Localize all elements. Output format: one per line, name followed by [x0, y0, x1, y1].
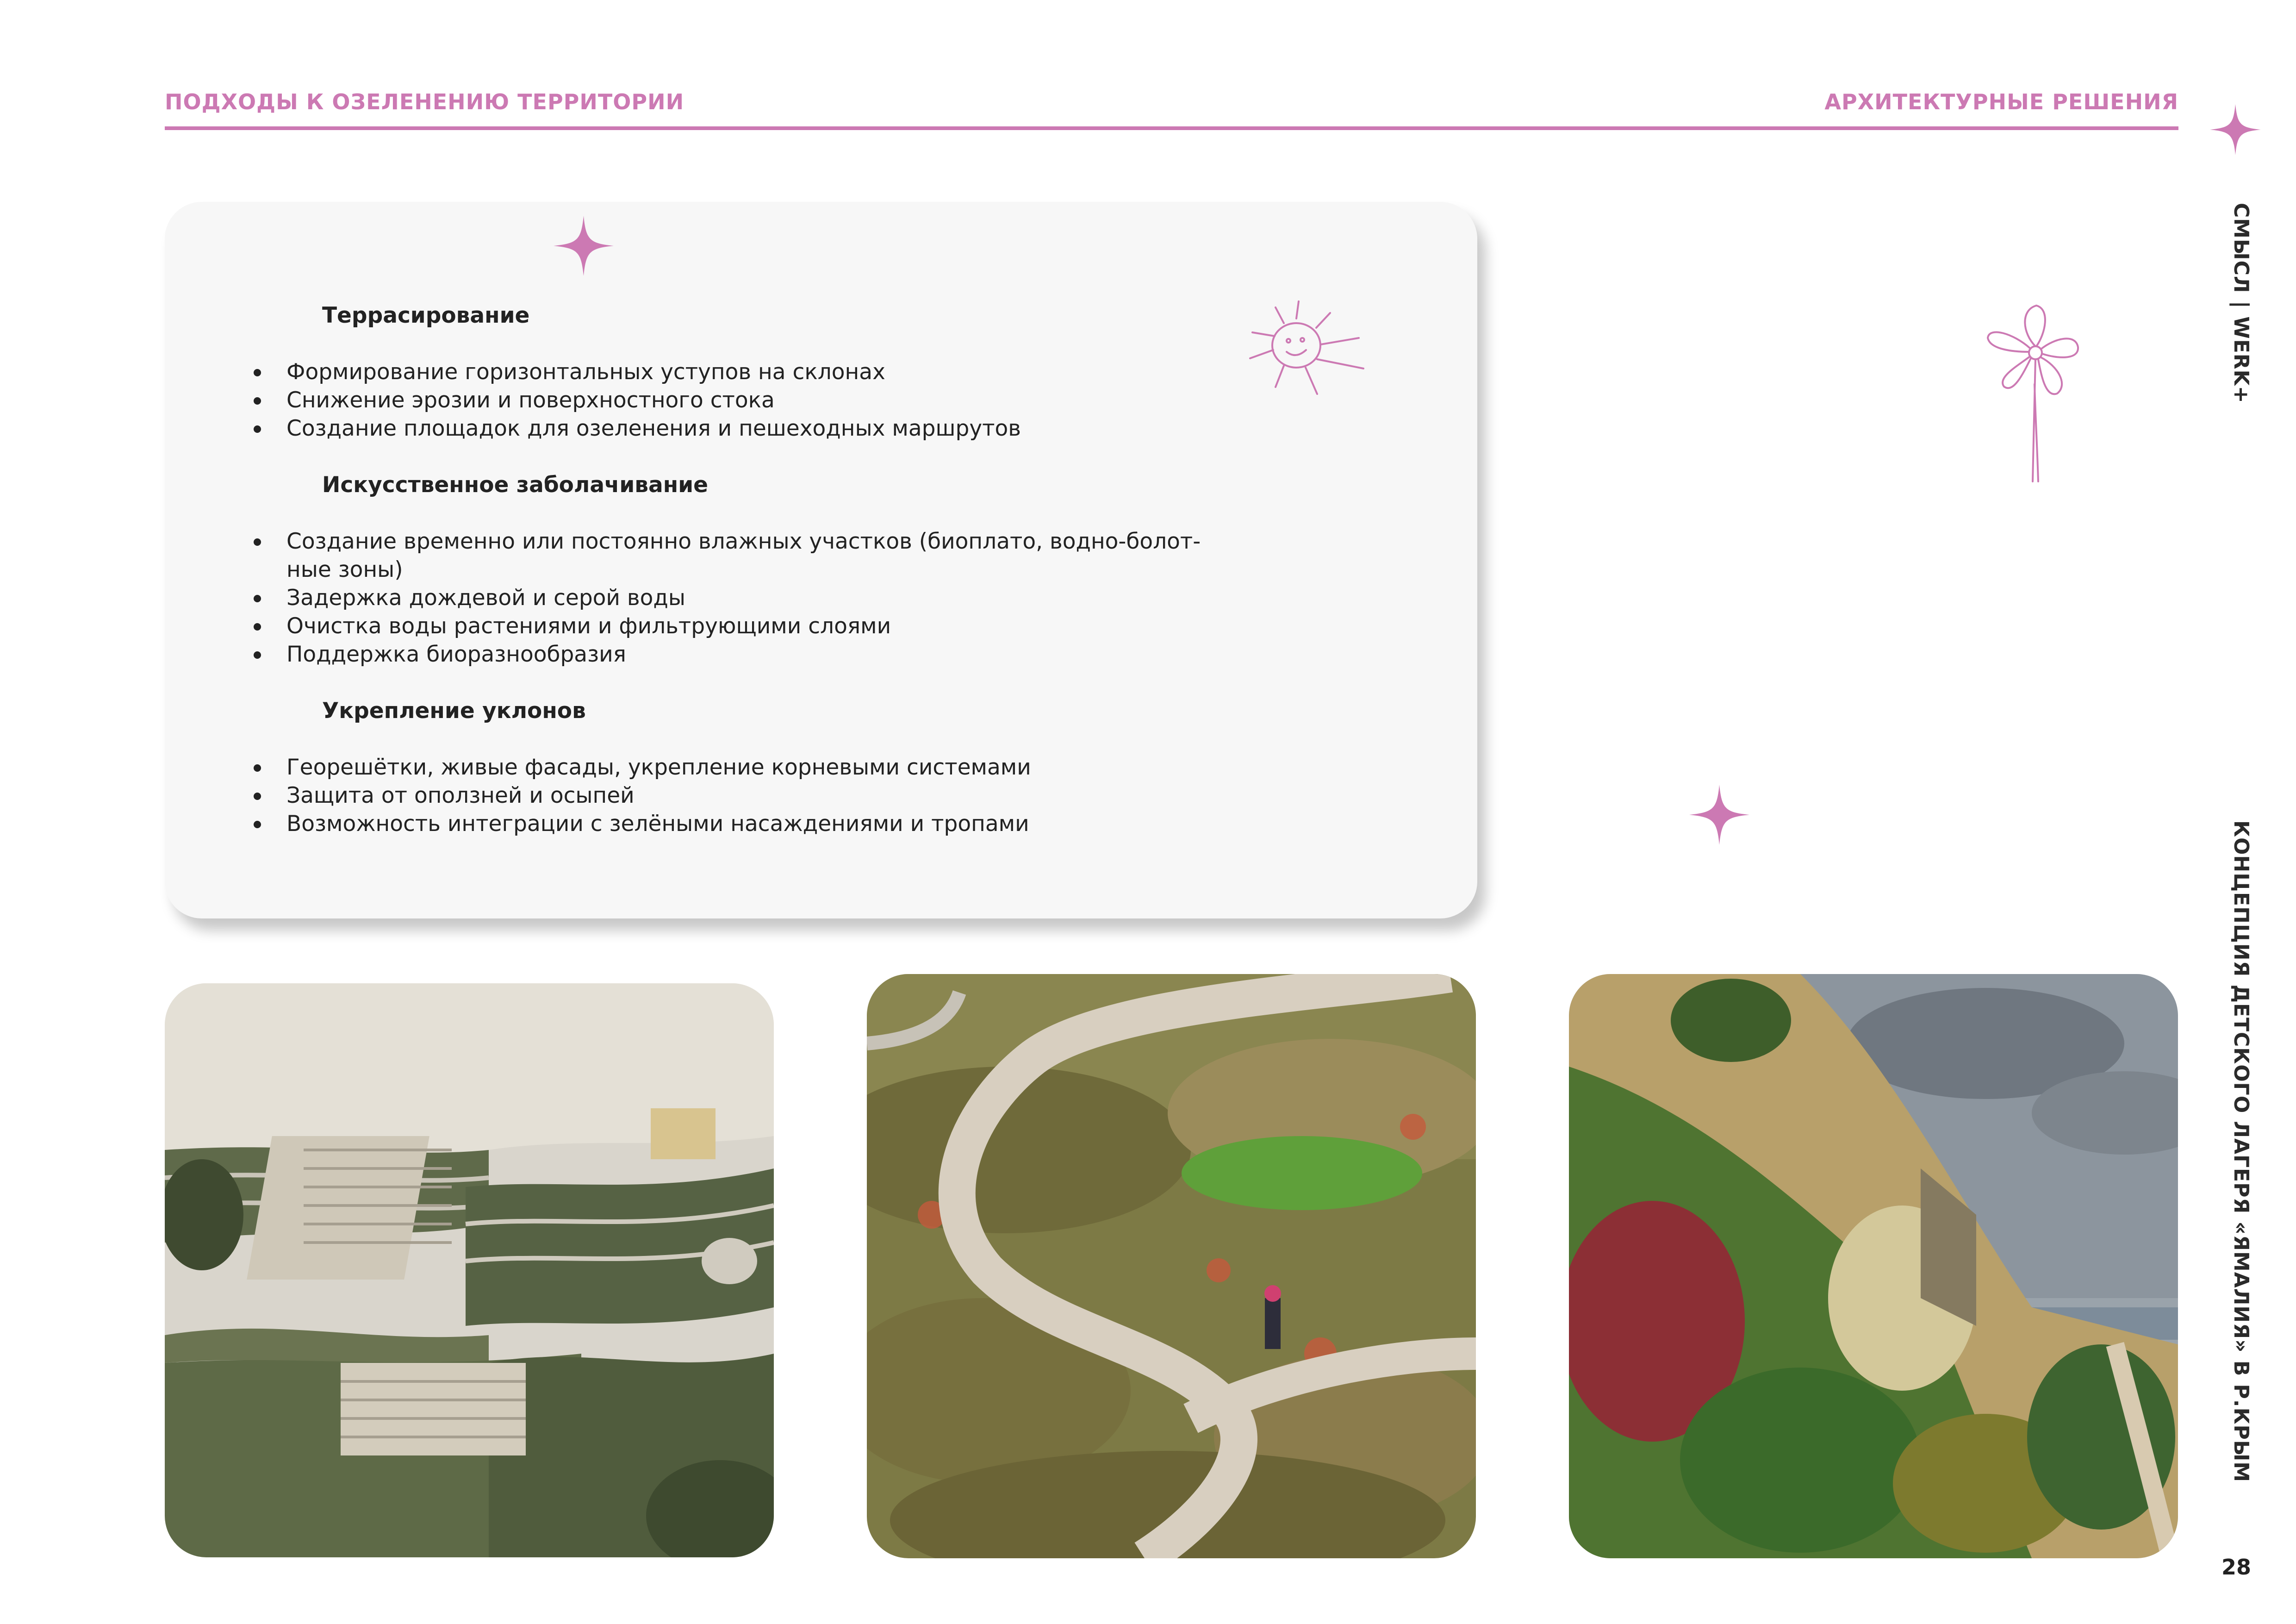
section-title: Террасирование — [322, 303, 530, 328]
section-title: Укрепление уклонов — [322, 698, 586, 724]
terrace-aerial-photo — [165, 983, 774, 1557]
list-item: Создание площадок для озеленения и пешеходных маршрутов — [251, 414, 1362, 443]
section-wetlands — [251, 471, 1362, 668]
header-left-title: ПОДХОДЫ К ОЗЕЛЕНЕНИЮ ТЕРРИТОРИИ — [165, 89, 684, 114]
sparkle-star-icon — [2210, 104, 2261, 155]
list-item: Снижение эрозии и поверхностного стока — [251, 386, 1362, 414]
list-item — [251, 527, 1362, 584]
bullet-list — [251, 753, 1362, 838]
sparkle-star-icon — [554, 216, 614, 276]
section-slopes — [251, 697, 1362, 838]
planted-slope-photo — [1569, 974, 2178, 1558]
list-item: Формирование горизонтальных уступов на склонах — [251, 358, 1362, 386]
page-number: 28 — [2221, 1555, 2252, 1580]
text-card — [165, 202, 1477, 918]
side-label-top: СМЫСЛ | WERK+ — [2229, 203, 2253, 404]
list-item-text: Создание временно или постоянно влажных участков (биоплато, водно-болот-ные зоны) — [286, 529, 1201, 582]
list-item: Защита от оползней и осыпей — [251, 781, 1362, 810]
header-right-title: АРХИТЕКТУРНЫЕ РЕШЕНИЯ — [1824, 89, 2178, 114]
bullet-list — [251, 358, 1362, 443]
section-title: Искусственное заболачивание — [322, 472, 708, 498]
flower-doodle-icon — [1976, 301, 2097, 486]
list-item: Георешётки, живые фасады, укрепление корневыми системами — [251, 753, 1362, 781]
sparkle-star-icon — [1689, 785, 1749, 845]
list-item: Возможность интеграции с зелёными насаждениями и тропами — [251, 810, 1362, 838]
card-content — [251, 301, 1362, 866]
list-item: Поддержка биоразнообразия — [251, 640, 1362, 668]
bullet-list — [251, 527, 1362, 668]
section-terracing — [251, 301, 1362, 443]
list-item: Очистка воды растениями и фильтрующими слоями — [251, 612, 1362, 640]
header-divider — [165, 126, 2178, 130]
meadow-path-photo — [867, 974, 1476, 1558]
list-item: Задержка дождевой и серой воды — [251, 584, 1362, 612]
side-label-bottom: КОНЦЕПЦИЯ ДЕТСКОГО ЛАГЕРЯ «ЯМАЛИЯ» В Р.КРЫМ — [2229, 820, 2253, 1483]
